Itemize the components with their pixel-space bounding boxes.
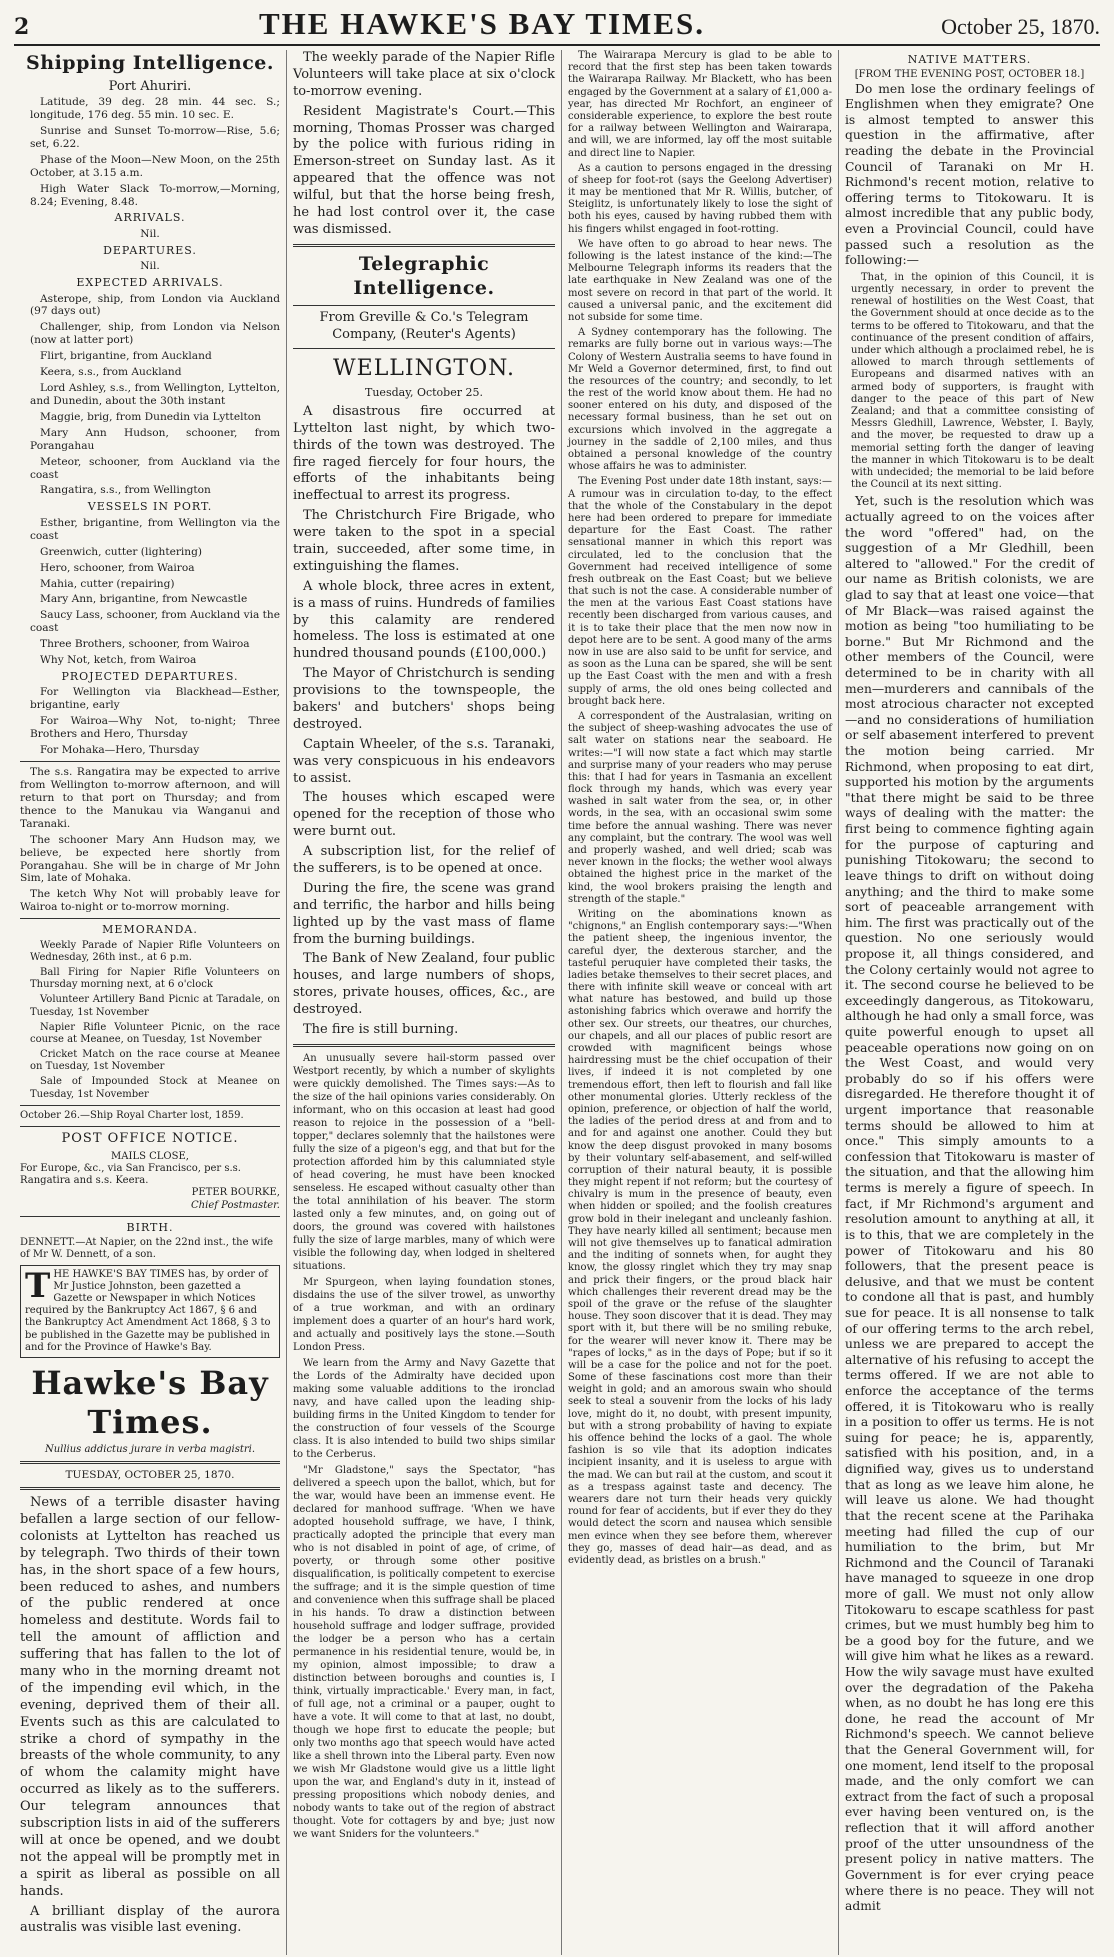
- text-item: The Christchurch Fire Brigade, who were taken to the spot in a special train, succeeded, after some time, in extinguishing the flames.: [293, 508, 555, 574]
- text-item: A whole block, three acres in extent, is a mass of ruins. Hundreds of families by this calamity are rendered homeless. The loss is estimated at one hundred thousand pounds (£100,000.): [293, 578, 555, 662]
- mails-close-label: MAILS CLOSE,: [111, 1150, 189, 1162]
- text-item: News of a terrible disaster having befallen a large section of our fellow-colonists at Lyttelton has reached us by telegraph. Two thirds of their town has, in the short space of a few hours, been reduced to ashes, and numbers of the public rendered at once homeless and destitute. Words fail to tell the amount of affliction and suffering that has fallen to the lot of many who in the morning dreamt not of the impending evil which, in the evening, deprived them of their all. Events such as this are calculated to strike a chord of sympathy in the breasts of the whole community, to any of whom the calamity might have occurred as likely as to the sufferers. Our telegram announces that subscription lists in aid of the sufferers will at once be opened, and we doubt not the appeal will be promptly met in a spirit as liberal as possible on all hands.: [20, 1495, 280, 1899]
- vessels-list: [20, 517, 280, 667]
- text-item: The schooner Mary Ann Hudson may, we believe, be expected here shortly from Porangahau. She will be in charge of Mr John Sim, late of Mohaka.: [20, 833, 280, 885]
- text-item: Keera, s.s., from Auckland: [40, 366, 182, 379]
- text-item: A Sydney contemporary has the following. The remarks are fully borne out in various ways:—The Colony of Western Australia seems to have found in Mr Weld a Governor determined, first, to find out the resources of the country; and secondly, to let the rest of the world know about them. He had no sooner entered on his duty, and disposed of the necessary formal business, than he set out on excursions which involved in the aggregate a journey in the saddle of 2,100 miles, and thus obtained a personal knowledge of the country whose affairs he was to administer.: [568, 327, 832, 473]
- text-item: Rangatira, s.s., from Wellington: [40, 484, 211, 497]
- divider: [20, 1126, 280, 1127]
- text-item: Flirt, brigantine, from Auckland: [40, 350, 212, 363]
- telegram-body: [293, 404, 555, 1039]
- native-matters-intro: [845, 82, 1094, 269]
- text-item: During the fire, the scene was grand and terrific, the harbor and hills being lighted up by the vast mass of flame from the burning buildings.: [293, 880, 555, 947]
- birth-notice: DENNETT.—At Napier, on the 22nd inst., the wife of Mr W. Dennett, of a son.: [20, 1237, 274, 1261]
- wellington-date: Tuesday, October 25.: [365, 385, 483, 399]
- text-item: Latitude, 39 deg. 28 min. 44 sec. S.; longitude, 176 deg. 55 min. 10 sec. E.: [30, 96, 280, 121]
- column-1: [14, 50, 286, 1955]
- telegram-source: From Greville & Co.'s Telegram Company, (Reuter's Agents): [319, 310, 529, 343]
- post-office-heading: POST OFFICE NOTICE.: [61, 1131, 239, 1147]
- departures-heading: DEPARTURES.: [103, 243, 197, 257]
- vessels-heading: VESSELS IN PORT.: [87, 500, 213, 514]
- text-item: Captain Wheeler, of the s.s. Taranaki, was very conspicuous in his endeavors to assist.: [293, 736, 555, 786]
- text-item: Yet, such is the resolution which was actually agreed to on the voices after the word "offered" had, on the suggestion of a Mr Gledhill, been altered to "allowed." For the credit of our name as British colonists, we are glad to say that at least one voice—that of Mr Black—was raised against the motion as being "too humiliating to be borne." But Mr Richmond and the other members of the Council, were determined to be in charity with all men—murderers and cannibals of the most atrocious character not excepted—and no considerations of humiliation or self abasement interfered to prevent the motion being carried. Mr Richmond, when proposing to eat dirt, supported his motion by the arguments "that there might be said to be three ways of dealing with the matter: the first being to commence fighting again for the purpose of capturing and punishing Titokowaru; the second to leave things to drift on without doing anything; and the third to make some sort of peaceable arrangement with him. The first was practically out of the question. No one seriously would propose it, all things considered, and the Colony certainly would not agree to it. The second course he believed to be exceedingly dangerous, as Titokowaru, although he had only a small force, was quite powerful enough to upset all peaceable operations now going on on the West Coast, and would very probably do so if his offers were disregarded. He therefore thought it of urgent importance that reasonable terms should be allowed to him at once." This simply amounts to a confession that Titokowaru is master of the situation, and that the allowing him terms is merely a figure of speech. In fact, if Mr Richmond's argument and resolution amount to anything at all, it is to this, that we are completely in the power of Titokowaru and his 80 followers, that the present peace is delusive, and that we must be content to condone all that is past, and humbly sue for peace. It is all nonsense to talk of our offering terms to the arch rebel, unless we are prepared to accept the alternative of his refusing to accept the terms offered. If we are not able to enforce the acceptance of the terms offered, it is Titokowaru who is really in a position to offer us terms. He is not suing for peace; he is, apparently, satisfied with his position, and, in a dignified way, gives us to understand that as long as we leave him alone, he will leave us alone. We had thought that the recent scene at the Parihaka meeting had filled the cup of our humiliation to the brim, but Mr Richmond and the Council of Taranaki have managed to squeeze in one drop more of gall. We must not only allow Titokowaru to escape scathless for past crimes, but we must humbly beg him to be a good boy for the future, and we will give him what he likes as a reward. How the wily savage must have exulted over the degradation of the Pakeha when, as no doubt he has long ere this done, he read the account of Mr Richmond's speech. We cannot believe that the General Government will, for one moment, lend itself to the proposal made, and the only comfort we can extract from the fact of such a proposal ever having been ventured on, is the reflection that it will afford another proof of the utter unsoundness of the present policy in native matters. The Government is for ever crying peace where there is no peace. They will not admit: [845, 494, 1094, 1914]
- paper-title: Hawke's Bay Times.: [31, 1363, 269, 1441]
- divider: [293, 348, 555, 349]
- divider: [293, 1044, 555, 1047]
- paper-motto: Nullius addictus jurare in verba magistri.: [44, 1444, 256, 1456]
- text-item: The s.s. Rangatira may be expected to arrive from Wellington to-morrow afternoon, and will return to that port on Thursday; and from thence to the Manukau via Wanganui and Taranaki.: [20, 766, 280, 830]
- text-item: Phase of the Moon—New Moon, on the 25th October, at 3.15 a.m.: [30, 153, 280, 179]
- columns: [14, 50, 1100, 1955]
- issue-date: TUESDAY, OCTOBER 25, 1870.: [65, 1469, 235, 1482]
- gazette-notice: [20, 1265, 280, 1358]
- memoranda-list: [20, 940, 280, 1101]
- divider: [293, 305, 555, 306]
- text-item: A disastrous fire occurred at Lyttelton last night, by which two-thirds of the town was destroyed. The fire raged fiercely for four hours, the efforts of the inhabitants being ineffectual to arrest its progress.: [293, 403, 555, 504]
- text-item: The Bank of New Zealand, four public houses, and large numbers of shops, stores, private houses, offices, &c., are destroyed.: [293, 951, 555, 1018]
- text-item: Weekly Parade of Napier Rifle Volunteers on Wednesday, 26th inst., at 6 p.m.: [30, 939, 280, 963]
- text-item: The ketch Why Not will probably leave for Wairoa to-night or to-morrow morning.: [20, 888, 280, 914]
- expected-list: [20, 293, 280, 498]
- native-matters-source: [FROM THE EVENING POST, OCTOBER 18.]: [854, 69, 1085, 81]
- text-item: The weekly parade of the Napier Rifle Volunteers will take place at six o'clock to-morrow evening.: [293, 50, 555, 99]
- text-item: Three Brothers, schooner, from Wairoa: [40, 638, 250, 651]
- text-item: Lord Ashley, s.s., from Wellington, Lyttelton, and Dunedin, about the 30th instant: [30, 382, 280, 407]
- text-item: A brilliant display of the aurora australis was visible last evening.: [20, 1903, 280, 1936]
- resolution-quote: That, in the opinion of this Council, it is urgently necessary, in order to prevent the renewal of hostilities on the West Coast, that the Government should at once decide as to the terms to be offered to Titokowaru, and that the continuance of the present condition of affairs, under which although a proclaimed rebel, he is allowed to march through settlements of Europeans and disarmed natives with an armed body of supporters, is fraught with danger to the peace of this part of New Zealand; and that a committee consisting of Messrs Gledhill, Lawrence, Webster, I. Bayly, and the mover, be requested to draw up a memorial setting forth the danger of leaving the manner in which Titokowaru is to be dealt with undecided; the memorial to be laid before the Council at its next sitting.: [851, 271, 1095, 491]
- projected-list: [20, 686, 280, 757]
- divider: [20, 761, 280, 762]
- column-4: [838, 50, 1100, 1955]
- postmaster-title: Chief Postmaster.: [191, 1199, 280, 1211]
- text-item: Meteor, schooner, from Auckland via the coast: [30, 455, 280, 481]
- news-paragraphs: [568, 50, 832, 1567]
- text-item: Why Not, ketch, from Wairoa: [40, 654, 197, 667]
- paragraph: Do men lose the ordinary feelings of Englishmen when they emigrate? One is almost tempted to answer this question in the affirmative, after reading the debate in the Provincial Council of Taranaki on Mr H. Richmond's recent motion, relative to offering terms to Titokowaru. It is almost incredible that any public body, even a Provincial Council, could have passed such a resolution as the following:—: [845, 81, 1094, 268]
- text-item: Asterope, ship, from London via Auckland (97 days out): [30, 292, 280, 318]
- text-item: The fire is still burning.: [303, 1022, 459, 1038]
- page-number: 2: [14, 14, 30, 40]
- masthead-date: October 25, 1870.: [941, 14, 1100, 39]
- text-item: For Mohaka—Hero, Thursday: [40, 744, 200, 757]
- shipping-title: Shipping Intelligence.: [26, 52, 274, 74]
- native-matters-title: NATIVE MATTERS.: [907, 53, 1032, 66]
- text-item: Mr Spurgeon, when laying foundation stones, disdains the use of the silver trowel, as unworthy of a true workman, and with an ordinary implement does a quarter of an hour's hard work, and actually and positively lays the stone.—South London Press.: [293, 1276, 555, 1353]
- text-item: The houses which escaped were opened for the reception of those who were burnt out.: [293, 790, 555, 840]
- gazette-notice-text: HE HAWKE'S BAY TIMES has, by order of Mr Justice Johnston, been gazetted a Gazette or Newspaper in which Notices required by the Bankruptcy Act 1867, § 6 and the Bankruptcy Act Amendment Act 1868, § 3 to be published in the Gazette may be published in and for the Province of Hawke's Bay.: [25, 1268, 271, 1353]
- text-item: Ball Firing for Napier Rifle Volunteers on Thursday morning next, at 6 o'clock: [30, 966, 280, 991]
- birth-heading: BIRTH.: [126, 1220, 174, 1234]
- text-item: The Mayor of Christchurch is sending provisions to the townspeople, the bakers' and butchers' shops being destroyed.: [293, 666, 555, 732]
- departures-value: Nil.: [140, 260, 160, 273]
- text-item: For Wairoa—Why Not, to-night; Three Brothers and Hero, Thursday: [30, 715, 280, 741]
- arrivals-value: Nil.: [140, 227, 160, 240]
- text-item: Volunteer Artillery Band Picnic at Taradale, on Tuesday, 1st November: [30, 994, 280, 1018]
- telegraphic-title: Telegraphic Intelligence.: [353, 252, 495, 300]
- text-item: For Wellington via Blackhead—Esther, brigantine, early: [30, 686, 280, 712]
- text-item: The Wairarapa Mercury is glad to be able to record that the first step has been taken towards the Wairarapa Railway. Mr Blackett, who has been engaged by the Government at a salary of £1,000 a-year, has directed Mr Rochfort, an engineer of considerable experience, to explore the best route for a railway between Wellington and Wairarapa, and will, we are informed, lay off the most suitable and direct line to Napier.: [568, 50, 832, 159]
- text-item: Esther, brigantine, from Wellington via the coast: [30, 516, 280, 542]
- text-item: High Water Slack To-morrow,—Morning, 8.24; Evening, 8.48.: [30, 182, 280, 208]
- text-item: Maggie, brig, from Dunedin via Lyttelton: [40, 410, 261, 423]
- projected-heading: PROJECTED DEPARTURES.: [61, 670, 239, 684]
- text-item: We learn from the Army and Navy Gazette that the Lords of the Admiralty have decided upon making some valuable additions to the ironclad navy, and have called upon the leading ship-building firms in the United Kingdom to tender for the construction of four vessels of the Scourge class. It is also intended to build two ships similar to the Cerberus.: [293, 1357, 555, 1460]
- text-item: Hero, schooner, from Wairoa: [40, 561, 195, 574]
- divider: [20, 1105, 280, 1106]
- wellington-heading: WELLINGTON.: [333, 355, 515, 381]
- text-item: Resident Magistrate's Court.—This morning, Thomas Prosser was charged by the police with furious riding in Emerson-street on Sunday last. As it appeared that the offence was not wilful, but that the horse being fresh, he had lost control over it, the case was dismissed.: [293, 103, 555, 237]
- native-matters-body: [845, 494, 1094, 1914]
- text-item: Challenger, ship, from London via Nelson (now at latter port): [30, 321, 280, 347]
- text-item: Sunrise and Sunset To-morrow—Rise, 5.6; set, 6.22.: [30, 124, 280, 150]
- shipping-notes: [20, 766, 280, 914]
- text-item: Mary Ann, brigantine, from Newcastle: [40, 593, 248, 606]
- text-item: A correspondent of the Australasian, writing on the subject of sheep-washing advocates the use of salt water on stations near the seaboard. He writes:—"I will now state a fact which may startle and surprise many of your readers who may peruse this: that I had for years in Tasmania an excellent flock through my hands, which was every year washed in salt water from the sea, or, in other words, in the sea, with an occasional swim some time before the annual washing. There was never any complaint, but the contrary. The wool was well and properly washed, and well dried; scab was never known in the flocks; the wether wool always obtained the highest price in the market of the kind, the wool brokers praising the length and strength of the staple.": [568, 710, 832, 905]
- dropcap: T: [25, 1265, 51, 1306]
- text-item: Mary Ann Hudson, schooner, from Porangahau: [30, 426, 280, 452]
- text-item: Cricket Match on the race course at Meanee on Tuesday, 1st November: [30, 1049, 280, 1073]
- postmaster-name: PETER BOURKE,: [191, 1187, 280, 1199]
- mails-text: For Europe, &c., via San Francisco, per s.s. Rangatira and s.s. Keera.: [20, 1163, 241, 1187]
- text-item: As a caution to persons engaged in the dressing of sheep for foot-rot (says the Geelong Advertiser) it may be mentioned that Mr R. Willis, butcher, of Steiglitz, is unfortunately likely to lose the sight of both his eyes, caused by having rubbed them with his fingers whilst engaged in foot-rotting.: [568, 162, 832, 235]
- text-item: Writing on the abominations known as "chignons," an English contemporary says:—"When the patient sheep, the ingenious inventor, the careful dyer, the dexterous starcher, and the tasteful peruquier have completed their tasks, the ladies betake themselves to their secret places, and there with infinite skill weave or conceal with art what nature has bestowed, and build up those astonishing fabrics which overawe and horrify the other sex. Our streets, our theatres, our churches, our chapels, and all our places of public resort are crowded with magnificent beings whose hairdressing must be the chief occupation of their lives, if indeed it is not completed by one tremendous effort, then left to flourish and fall like other monumental glories. Utterly reckless of the opinion, preference, or objection of half the world, the ladies of the period dress at and from and to and for and against one another. Could they but know the deep disgust provoked in many bosoms by their voluntary self-abasement, and self-willed corruption of their natural beauty, it is possible they might repent if not reform; but the courtesy of chivalry is mum in the presence of beauty, even when hidden or spoiled; and the foolish creatures grow bold in their inelegant and uncleanly fashion. They have nearly killed all sentiment; because men will not give themselves up to fanatical admiration and the inditing of sonnets when, for aught they know, the glossy ringlet which they try may snap and prick their fingers, or the proud black hair which challenges their reverent dread may be the spoil of the grave or the refuse of the slaughter house. They soon discover that it is dead. They may sport with it, but there will be no smiling rebuke, for the wearer will never know it. There may be "rapes of locks," as in the days of Pope; but if so it will be a case for the police and not for the poet. Some of these fascinations cost more than their weight in gold; and an amorous swain who should seek to steal a souvenir from the locks of his lady love, might do it, no doubt, with present impunity, but with a strong probability of having to expiate his offence behind the locks of a gaol. The whole fashion is so vile that its adoption indicates incipient insanity, and it is useless to argue with the mad. We can but rail at the custom, and scout it as a trespass against taste and decency. The wearers dare not turn their heads very quickly round for fear of accidents, but if ever they do they would detect the scorn and nausea which sensible men evince when they see before them, wherever they go, masses of dead hair—as dead, and as evidently dead, as bristles on a brush.": [568, 908, 832, 1566]
- divider: [20, 1487, 280, 1490]
- divider: [20, 1216, 280, 1217]
- text-item: A subscription list, for the relief of the sufferers, is to be opened at once.: [293, 844, 555, 876]
- tide-list: [20, 96, 280, 208]
- arrivals-heading: ARRIVALS.: [114, 211, 186, 225]
- memoranda-heading: MEMORANDA.: [102, 923, 198, 937]
- divider: [20, 918, 280, 919]
- expected-heading: EXPECTED ARRIVALS.: [76, 276, 224, 290]
- text-item: "Mr Gladstone," says the Spectator, "has delivered a speech upon the ballot, which, but for the war, would have been an immense event. He declared for manhood suffrage. 'When we have adopted household suffrage, we have, I think, practically adopted the principle that every man who is not disabled in point of age, of crime, of poverty, or through some other positive disqualification, is politically competent to exercise the suffrage; and it is the simple question of time and convenience when this suffrage shall be placed in his hands. To draw a distinction between household suffrage and lodger suffrage, provided the lodger be a person who has a certain permanence in his residential tenure, would be, in my opinion, almost impossible; to draw a distinction between boroughs and counties is, I think, virtually impracticable.' Every man, in fact, of full age, not a criminal or a pauper, ought to have a vote. It will come to that at last, no doubt, though we hope first to educate the people; but only two months ago that speech would have acted like a shell thrown into the Liberal party. Even now we wish Mr Gladstone would give us a little light upon the war, and England's duty in it, instead of pressing propositions which nobody denies, and nobody wants to take out of the region of abstract thought. Vote for cottagers by and bye; just now we want Sniders for the volunteers.": [293, 1464, 555, 1840]
- general-news: [293, 1052, 555, 1841]
- masthead-title: THE HAWKE'S BAY TIMES.: [259, 6, 705, 41]
- text-item: The Evening Post under date 18th instant, says:—A rumour was in circulation to-day, to the effect that the whole of the Constabulary in the depot here had been ordered to prepare for immediate departure for the East Coast. The rather sensational manner in which this report was circulated, led to the conclusion that the Government had received intelligence of some fresh outbreak on the East Coast; but we believe that such is not the case. A considerable number of the men at the various East Coast stations have recently been discharged from various causes, and it is to take their place that the men now now in depot here are to be sent. A good many of the arms now in use are also said to be unfit for service, and as soon as the Luna can be spared, she will be sent up the East Coast with the men and with a fresh supply of arms, the old ones being collected and brought back here.: [568, 476, 832, 707]
- divider: [20, 1461, 280, 1464]
- column-2: [286, 50, 561, 1955]
- port-name: Port Ahuriri.: [108, 79, 192, 95]
- text-item: Sale of Impounded Stock at Meanee on Tuesday, 1st November: [30, 1076, 280, 1100]
- text-item: Greenwich, cutter (lightering): [40, 545, 203, 558]
- editorial: [20, 1495, 280, 1937]
- column-3: [561, 50, 838, 1955]
- text-item: Napier Rifle Volunteer Picnic, on the race course at Meanee, on Tuesday, 1st November: [30, 1021, 280, 1045]
- text-item: We have often to go abroad to hear news. The following is the latest instance of the kind:—The Melbourne Telegraph informs its readers that the late earthquake in New Zealand was one of the most severe on record in that part of the world. It caused a universal panic, and the excitement did not subside for some time.: [568, 238, 832, 323]
- local-news: [293, 50, 555, 239]
- text-item: An unusually severe hail-storm passed over Westport recently, by which a number of skylights were quickly demolished. The Times says:—As to the size of the hail opinions varies considerably. On informant, who on this occasion at least had good reason to rejoice in the possession of a "bell-topper," declares solemnly that the hailstones were fully the size of a pigeon's egg, and that but for the protection afforded him by this calumniated style of head covering, he must have been knocked senseless. He escaped without casualty other than the total annihilation of his beaver. The storm lasted only a few minutes, and, on going out of doors, the ground was covered with hailstones fully the size of large marbles, many of which were visible the following day, when lodged in sheltered situations.: [293, 1052, 555, 1272]
- anniversary-line: October 26.—Ship Royal Charter lost, 1859.: [20, 1109, 244, 1121]
- text-item: Saucy Lass, schooner, from Auckland via the coast: [30, 609, 280, 635]
- divider: [293, 244, 555, 247]
- masthead: [14, 6, 1100, 46]
- text-item: Mahia, cutter (repairing): [40, 577, 175, 590]
